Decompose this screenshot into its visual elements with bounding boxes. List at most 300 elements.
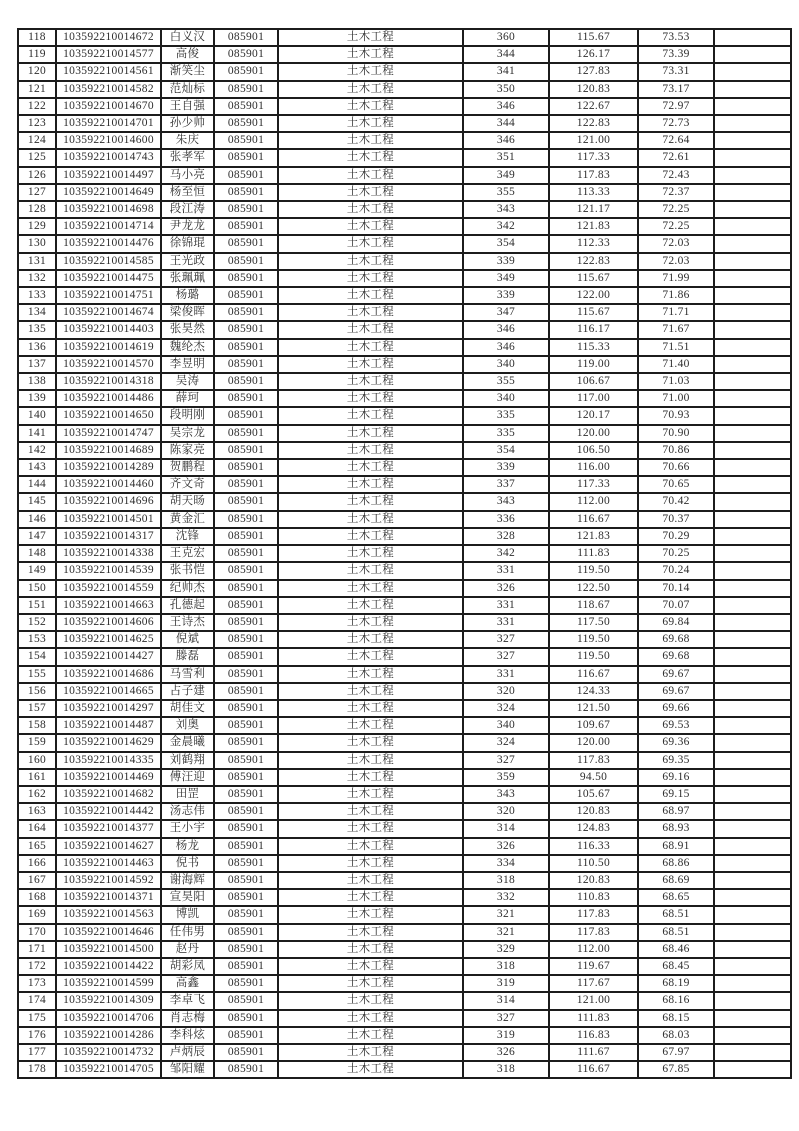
total-score-cell: 72.61 [638,149,714,166]
row-number-cell: 137 [18,356,56,373]
table-row [18,906,791,923]
retest-score-cell: 117.33 [549,149,638,166]
candidate-name-cell: 李昱明 [161,356,214,373]
remark-cell [714,253,791,270]
remark-cell [714,958,791,975]
table-row [18,545,791,562]
retest-score-cell: 121.83 [549,218,638,235]
candidate-name-cell: 肖志梅 [161,1010,214,1027]
major-code-cell: 085901 [214,493,278,510]
major-name-cell: 土木工程 [278,769,463,786]
table-row [18,115,791,132]
candidate-name-cell: 田罡 [161,786,214,803]
row-number-cell: 144 [18,476,56,493]
major-name-cell: 土木工程 [278,872,463,889]
retest-score-cell: 124.83 [549,820,638,837]
total-score-cell: 68.69 [638,872,714,889]
remark-cell [714,356,791,373]
major-code-cell: 085901 [214,1061,278,1078]
initial-score-cell: 335 [463,425,549,442]
remark-cell [714,889,791,906]
major-name-cell: 土木工程 [278,304,463,321]
total-score-cell: 69.16 [638,769,714,786]
remark-cell [714,992,791,1009]
candidate-name-cell: 傅汪迎 [161,769,214,786]
total-score-cell: 68.15 [638,1010,714,1027]
major-name-cell: 土木工程 [278,752,463,769]
major-name-cell: 土木工程 [278,906,463,923]
candidate-name-cell: 吴涛 [161,373,214,390]
remark-cell [714,425,791,442]
table-row [18,528,791,545]
major-name-cell: 土木工程 [278,98,463,115]
major-code-cell: 085901 [214,81,278,98]
initial-score-cell: 314 [463,820,549,837]
retest-score-cell: 115.67 [549,29,638,46]
retest-score-cell: 118.67 [549,597,638,614]
major-name-cell: 土木工程 [278,889,463,906]
initial-score-cell: 344 [463,115,549,132]
table-row [18,167,791,184]
candidate-id-cell: 103592210014500 [56,941,161,958]
row-number-cell: 171 [18,941,56,958]
table-row [18,511,791,528]
total-score-cell: 72.25 [638,218,714,235]
retest-score-cell: 122.00 [549,287,638,304]
total-score-cell: 70.37 [638,511,714,528]
row-number-cell: 159 [18,734,56,751]
retest-score-cell: 120.83 [549,81,638,98]
total-score-cell: 69.67 [638,666,714,683]
initial-score-cell: 324 [463,700,549,717]
remark-cell [714,29,791,46]
candidate-name-cell: 博凯 [161,906,214,923]
table-row [18,149,791,166]
candidate-id-cell: 103592210014592 [56,872,161,889]
remark-cell [714,218,791,235]
table-row [18,631,791,648]
major-code-cell: 085901 [214,1027,278,1044]
remark-cell [714,115,791,132]
candidate-name-cell: 贺鹏程 [161,459,214,476]
table-row [18,218,791,235]
total-score-cell: 70.93 [638,407,714,424]
major-name-cell: 土木工程 [278,975,463,992]
major-code-cell: 085901 [214,476,278,493]
candidate-id-cell: 103592210014539 [56,562,161,579]
candidate-name-cell: 齐文奇 [161,476,214,493]
retest-score-cell: 111.83 [549,545,638,562]
major-code-cell: 085901 [214,235,278,252]
retest-score-cell: 111.67 [549,1044,638,1061]
major-code-cell: 085901 [214,941,278,958]
retest-score-cell: 116.00 [549,459,638,476]
remark-cell [714,872,791,889]
candidate-name-cell: 高鑫 [161,975,214,992]
retest-score-cell: 112.00 [549,493,638,510]
candidate-id-cell: 103592210014696 [56,493,161,510]
major-code-cell: 085901 [214,304,278,321]
table-row [18,614,791,631]
table-row [18,838,791,855]
total-score-cell: 68.97 [638,803,714,820]
row-number-cell: 168 [18,889,56,906]
retest-score-cell: 117.00 [549,390,638,407]
table-row [18,132,791,149]
remark-cell [714,149,791,166]
total-score-cell: 70.42 [638,493,714,510]
major-name-cell: 土木工程 [278,734,463,751]
table-row [18,580,791,597]
major-code-cell: 085901 [214,459,278,476]
retest-score-cell: 110.50 [549,855,638,872]
row-number-cell: 160 [18,752,56,769]
candidate-id-cell: 103592210014649 [56,184,161,201]
major-name-cell: 土木工程 [278,407,463,424]
initial-score-cell: 319 [463,1027,549,1044]
candidate-id-cell: 103592210014732 [56,1044,161,1061]
row-number-cell: 142 [18,442,56,459]
remark-cell [714,855,791,872]
total-score-cell: 70.24 [638,562,714,579]
major-code-cell: 085901 [214,184,278,201]
candidate-id-cell: 103592210014422 [56,958,161,975]
total-score-cell: 68.65 [638,889,714,906]
row-number-cell: 134 [18,304,56,321]
total-score-cell: 71.51 [638,339,714,356]
major-code-cell: 085901 [214,803,278,820]
major-code-cell: 085901 [214,683,278,700]
major-name-cell: 土木工程 [278,493,463,510]
candidate-id-cell: 103592210014309 [56,992,161,1009]
remark-cell [714,132,791,149]
candidate-name-cell: 胡彩凤 [161,958,214,975]
row-number-cell: 172 [18,958,56,975]
remark-cell [714,648,791,665]
major-name-cell: 土木工程 [278,287,463,304]
remark-cell [714,752,791,769]
retest-score-cell: 124.33 [549,683,638,700]
candidate-name-cell: 朱庆 [161,132,214,149]
total-score-cell: 69.15 [638,786,714,803]
retest-score-cell: 116.67 [549,511,638,528]
candidate-id-cell: 103592210014582 [56,81,161,98]
row-number-cell: 175 [18,1010,56,1027]
major-name-cell: 土木工程 [278,63,463,80]
candidate-id-cell: 103592210014599 [56,975,161,992]
major-name-cell: 土木工程 [278,81,463,98]
major-code-cell: 085901 [214,373,278,390]
candidate-name-cell: 赵丹 [161,941,214,958]
major-name-cell: 土木工程 [278,820,463,837]
remark-cell [714,528,791,545]
major-code-cell: 085901 [214,425,278,442]
candidate-id-cell: 103592210014600 [56,132,161,149]
remark-cell [714,820,791,837]
total-score-cell: 68.16 [638,992,714,1009]
major-name-cell: 土木工程 [278,528,463,545]
candidate-id-cell: 103592210014706 [56,1010,161,1027]
major-code-cell: 085901 [214,872,278,889]
initial-score-cell: 331 [463,597,549,614]
initial-score-cell: 343 [463,201,549,218]
row-number-cell: 165 [18,838,56,855]
candidate-name-cell: 梁俊晖 [161,304,214,321]
major-code-cell: 085901 [214,614,278,631]
candidate-id-cell: 103592210014318 [56,373,161,390]
total-score-cell: 68.91 [638,838,714,855]
row-number-cell: 132 [18,270,56,287]
initial-score-cell: 341 [463,63,549,80]
initial-score-cell: 342 [463,218,549,235]
total-score-cell: 69.53 [638,717,714,734]
table-row [18,975,791,992]
initial-score-cell: 334 [463,855,549,872]
initial-score-cell: 326 [463,580,549,597]
table-row [18,562,791,579]
major-code-cell: 085901 [214,992,278,1009]
candidate-id-cell: 103592210014377 [56,820,161,837]
remark-cell [714,407,791,424]
row-number-cell: 140 [18,407,56,424]
retest-score-cell: 122.50 [549,580,638,597]
total-score-cell: 70.14 [638,580,714,597]
retest-score-cell: 121.00 [549,132,638,149]
candidate-id-cell: 103592210014627 [56,838,161,855]
total-score-cell: 69.68 [638,648,714,665]
initial-score-cell: 318 [463,958,549,975]
major-name-cell: 土木工程 [278,459,463,476]
major-code-cell: 085901 [214,924,278,941]
candidate-id-cell: 103592210014297 [56,700,161,717]
table-row [18,390,791,407]
total-score-cell: 69.66 [638,700,714,717]
row-number-cell: 122 [18,98,56,115]
candidate-id-cell: 103592210014501 [56,511,161,528]
candidate-id-cell: 103592210014625 [56,631,161,648]
row-number-cell: 128 [18,201,56,218]
remark-cell [714,46,791,63]
row-number-cell: 150 [18,580,56,597]
major-name-cell: 土木工程 [278,666,463,683]
major-code-cell: 085901 [214,975,278,992]
initial-score-cell: 318 [463,872,549,889]
row-number-cell: 161 [18,769,56,786]
initial-score-cell: 344 [463,46,549,63]
row-number-cell: 151 [18,597,56,614]
major-name-cell: 土木工程 [278,511,463,528]
table-row [18,820,791,837]
candidate-name-cell: 吴宗龙 [161,425,214,442]
candidate-name-cell: 胡佳文 [161,700,214,717]
retest-score-cell: 126.17 [549,46,638,63]
total-score-cell: 72.73 [638,115,714,132]
remark-cell [714,459,791,476]
table-row [18,872,791,889]
remark-cell [714,975,791,992]
candidate-id-cell: 103592210014663 [56,597,161,614]
candidate-id-cell: 103592210014650 [56,407,161,424]
candidate-id-cell: 103592210014686 [56,666,161,683]
major-name-cell: 土木工程 [278,992,463,1009]
major-code-cell: 085901 [214,545,278,562]
candidate-name-cell: 段明刚 [161,407,214,424]
row-number-cell: 153 [18,631,56,648]
initial-score-cell: 335 [463,407,549,424]
document-page [17,28,792,1079]
candidate-id-cell: 103592210014629 [56,734,161,751]
major-name-cell: 土木工程 [278,700,463,717]
candidate-id-cell: 103592210014619 [56,339,161,356]
candidate-id-cell: 103592210014335 [56,752,161,769]
initial-score-cell: 326 [463,838,549,855]
remark-cell [714,717,791,734]
total-score-cell: 70.65 [638,476,714,493]
candidate-id-cell: 103592210014317 [56,528,161,545]
remark-cell [714,1010,791,1027]
candidate-id-cell: 103592210014751 [56,287,161,304]
total-score-cell: 72.64 [638,132,714,149]
major-code-cell: 085901 [214,562,278,579]
table-row [18,63,791,80]
retest-score-cell: 117.83 [549,924,638,941]
initial-score-cell: 340 [463,390,549,407]
remark-cell [714,666,791,683]
major-code-cell: 085901 [214,769,278,786]
major-code-cell: 085901 [214,1044,278,1061]
retest-score-cell: 122.67 [549,98,638,115]
retest-score-cell: 120.00 [549,734,638,751]
major-code-cell: 085901 [214,442,278,459]
total-score-cell: 71.67 [638,321,714,338]
remark-cell [714,442,791,459]
candidate-id-cell: 103592210014487 [56,717,161,734]
table-row [18,407,791,424]
total-score-cell: 72.97 [638,98,714,115]
initial-score-cell: 331 [463,562,549,579]
remark-cell [714,700,791,717]
initial-score-cell: 349 [463,167,549,184]
major-code-cell: 085901 [214,511,278,528]
initial-score-cell: 346 [463,98,549,115]
initial-score-cell: 339 [463,459,549,476]
initial-score-cell: 342 [463,545,549,562]
total-score-cell: 68.86 [638,855,714,872]
candidate-id-cell: 103592210014606 [56,614,161,631]
major-code-cell: 085901 [214,407,278,424]
initial-score-cell: 359 [463,769,549,786]
table-row [18,717,791,734]
major-code-cell: 085901 [214,820,278,837]
candidate-name-cell: 薛珂 [161,390,214,407]
candidate-name-cell: 王自强 [161,98,214,115]
total-score-cell: 71.03 [638,373,714,390]
major-code-cell: 085901 [214,287,278,304]
total-score-cell: 73.17 [638,81,714,98]
candidate-name-cell: 尹龙龙 [161,218,214,235]
retest-score-cell: 116.17 [549,321,638,338]
total-score-cell: 72.43 [638,167,714,184]
candidate-name-cell: 张昊然 [161,321,214,338]
remark-cell [714,924,791,941]
candidate-id-cell: 103592210014286 [56,1027,161,1044]
major-name-cell: 土木工程 [278,562,463,579]
retest-score-cell: 117.83 [549,752,638,769]
candidate-name-cell: 杨至恒 [161,184,214,201]
remark-cell [714,270,791,287]
total-score-cell: 73.53 [638,29,714,46]
candidate-name-cell: 宣昊阳 [161,889,214,906]
candidate-id-cell: 103592210014486 [56,390,161,407]
retest-score-cell: 94.50 [549,769,638,786]
remark-cell [714,803,791,820]
initial-score-cell: 343 [463,786,549,803]
major-name-cell: 土木工程 [278,442,463,459]
major-code-cell: 085901 [214,838,278,855]
total-score-cell: 70.90 [638,425,714,442]
row-number-cell: 154 [18,648,56,665]
initial-score-cell: 332 [463,889,549,906]
remark-cell [714,786,791,803]
retest-score-cell: 122.83 [549,253,638,270]
major-name-cell: 土木工程 [278,597,463,614]
major-code-cell: 085901 [214,46,278,63]
total-score-cell: 68.51 [638,924,714,941]
initial-score-cell: 319 [463,975,549,992]
candidate-id-cell: 103592210014698 [56,201,161,218]
remark-cell [714,734,791,751]
candidate-id-cell: 103592210014577 [56,46,161,63]
table-row [18,459,791,476]
total-score-cell: 70.25 [638,545,714,562]
candidate-id-cell: 103592210014476 [56,235,161,252]
remark-cell [714,63,791,80]
major-code-cell: 085901 [214,734,278,751]
major-code-cell: 085901 [214,855,278,872]
total-score-cell: 73.31 [638,63,714,80]
initial-score-cell: 337 [463,476,549,493]
remark-cell [714,81,791,98]
initial-score-cell: 327 [463,752,549,769]
major-code-cell: 085901 [214,786,278,803]
candidate-id-cell: 103592210014705 [56,1061,161,1078]
candidate-name-cell: 谢海辉 [161,872,214,889]
major-name-cell: 土木工程 [278,339,463,356]
total-score-cell: 67.97 [638,1044,714,1061]
table-row [18,958,791,975]
candidate-id-cell: 103592210014670 [56,98,161,115]
major-name-cell: 土木工程 [278,1044,463,1061]
candidate-name-cell: 王光政 [161,253,214,270]
retest-score-cell: 117.67 [549,975,638,992]
candidate-id-cell: 103592210014338 [56,545,161,562]
major-code-cell: 085901 [214,201,278,218]
retest-score-cell: 109.67 [549,717,638,734]
table-row [18,46,791,63]
major-code-cell: 085901 [214,339,278,356]
major-code-cell: 085901 [214,648,278,665]
candidate-name-cell: 刘鹤翔 [161,752,214,769]
major-name-cell: 土木工程 [278,132,463,149]
initial-score-cell: 327 [463,1010,549,1027]
major-name-cell: 土木工程 [278,167,463,184]
major-name-cell: 土木工程 [278,631,463,648]
candidate-name-cell: 王小宇 [161,820,214,837]
initial-score-cell: 328 [463,528,549,545]
candidate-name-cell: 高俊 [161,46,214,63]
row-number-cell: 152 [18,614,56,631]
retest-score-cell: 111.83 [549,1010,638,1027]
